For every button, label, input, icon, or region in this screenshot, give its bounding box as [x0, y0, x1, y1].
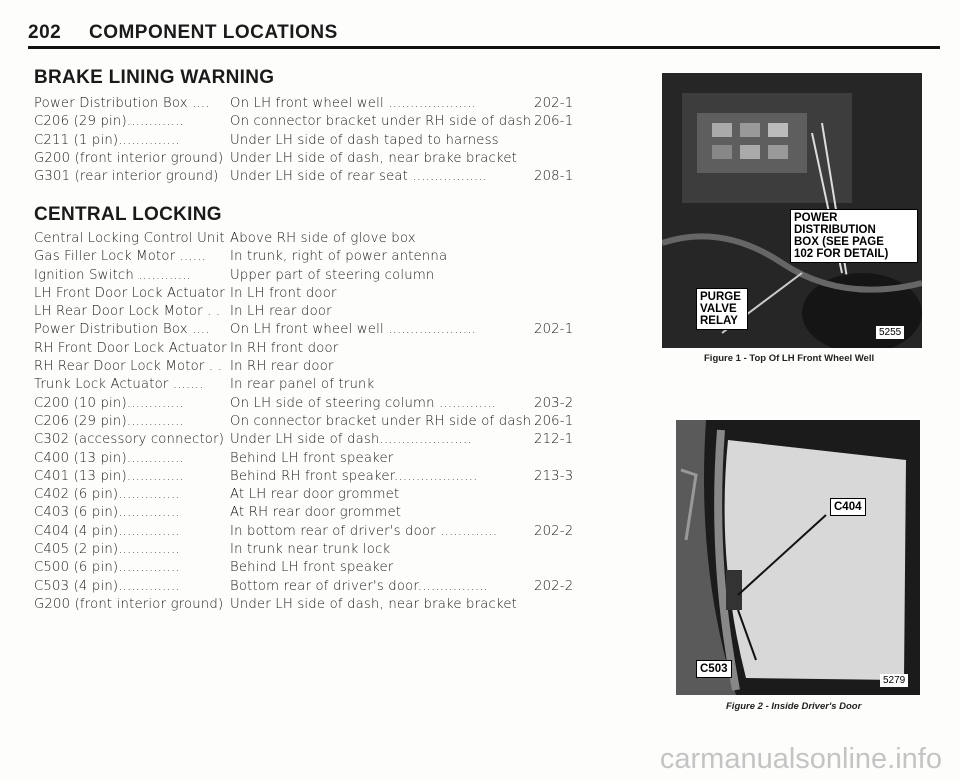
item-label: Central Locking Control Unit [34, 231, 225, 246]
location-text: In bottom rear of driver's door ............. [230, 523, 498, 539]
figure-2-caption: Figure 2 - Inside Driver's Door [726, 701, 862, 712]
location-text: On connector bracket under RH side of dash [230, 114, 532, 130]
item-label: C404 (4 pin).............. [34, 523, 180, 539]
item-label: C206 (29 pin)............. [34, 413, 184, 429]
location-text: In trunk, right of power antenna [230, 249, 448, 265]
location-text: In LH front door [230, 285, 337, 301]
label-power-distribution-box: POWER DISTRIBUTION BOX (SEE PAGE 102 FOR DETAIL) [790, 209, 918, 263]
item-label: C302 (accessory connector) [34, 432, 225, 448]
watermark: carmanualsonline.info [659, 743, 942, 775]
location-text: Under LH side of dash taped to harness [230, 132, 499, 148]
figure-2-photo [676, 420, 920, 695]
item-label: C405 (2 pin).............. [34, 542, 180, 558]
location-text: In rear panel of trunk [230, 377, 375, 393]
location-text: Behind LH front speaker [230, 560, 394, 576]
page-title: COMPONENT LOCATIONS [88, 22, 338, 43]
page-ref: 202-1 [534, 322, 574, 338]
location-text: Upper part of steering column [230, 267, 435, 283]
label-c503: C503 [696, 660, 732, 678]
page-ref: 202-2 [534, 523, 574, 539]
location-text: Behind RH front speaker................... [230, 468, 478, 484]
figure-1-number: 5255 [876, 326, 904, 339]
page-header [28, 22, 338, 44]
item-label: Power Distribution Box .... [34, 96, 210, 111]
item-label: C400 (13 pin)............. [34, 450, 184, 466]
door-interior-illustration [676, 420, 920, 695]
location-text: In trunk near trunk lock [230, 542, 391, 558]
item-label: G200 (front interior ground) [34, 150, 224, 166]
figure-1-photo [662, 73, 922, 348]
location-text: Under LH side of dash, near brake bracket [230, 596, 518, 612]
item-label: RH Rear Door Lock Motor . . [34, 359, 223, 375]
item-label: Gas Filler Lock Motor ...... [34, 249, 207, 265]
label-purge-valve-relay: PURGE VALVE RELAY [696, 288, 748, 330]
item-label: C401 (13 pin)............. [34, 468, 184, 484]
item-label: LH Rear Door Lock Motor . . [34, 304, 221, 320]
item-label: C206 (29 pin)............. [34, 114, 184, 130]
location-text: At LH rear door grommet [230, 487, 400, 503]
location-text: Behind LH front speaker [230, 450, 394, 466]
item-label: Trunk Lock Actuator ....... [34, 377, 204, 393]
item-label: G200 (front interior ground) [34, 596, 224, 612]
item-label: C402 (6 pin).............. [34, 487, 180, 503]
location-text: At RH rear door grommet [230, 505, 402, 521]
location-text: In LH rear door [230, 304, 332, 320]
location-text: Above RH side of glove box [230, 231, 416, 246]
page-ref: 202-2 [534, 578, 574, 594]
item-label: C503 (4 pin).............. [34, 578, 180, 594]
item-label: C403 (6 pin).............. [34, 505, 180, 521]
item-label: LH Front Door Lock Actuator [34, 285, 225, 301]
location-text: On LH front wheel well .................... [230, 96, 477, 111]
page-ref: 206-1 [534, 114, 574, 130]
page-ref: 208-1 [534, 169, 574, 185]
page-ref: 213-3 [534, 468, 574, 484]
location-text: On connector bracket under RH side of dash [230, 413, 532, 429]
page-ref: 203-2 [534, 395, 574, 411]
page-ref: 206-1 [534, 413, 574, 429]
page-ref: 212-1 [534, 432, 574, 448]
location-text: Under LH side of dash, near brake bracket [230, 150, 518, 166]
item-label: C211 (1 pin).............. [34, 132, 180, 148]
label-c404: C404 [830, 498, 866, 516]
location-text: Under LH side of dash..................... [230, 432, 472, 448]
location-text: Under LH side of rear seat ................. [230, 169, 488, 185]
location-text: On LH side of steering column ............. [230, 395, 497, 411]
item-label: G301 (rear interior ground) [34, 169, 219, 185]
location-text: In RH rear door [230, 359, 334, 375]
location-text: Bottom rear of driver's door................ [230, 578, 489, 594]
location-text: In RH front door [230, 340, 339, 356]
location-text: On LH front wheel well .................... [230, 322, 477, 338]
page-number: 202 [28, 22, 62, 43]
item-label: C200 (10 pin)............. [34, 395, 184, 411]
section-heading-central-locking: CENTRAL LOCKING [34, 204, 222, 225]
item-label: Ignition Switch ............ [34, 267, 191, 283]
item-label: RH Front Door Lock Actuator [34, 340, 227, 356]
item-label: C500 (6 pin).............. [34, 560, 180, 576]
figure-2-number: 5279 [880, 674, 908, 687]
page-ref: 202-1 [534, 96, 574, 111]
header-rule [28, 46, 940, 49]
item-label: Power Distribution Box .... [34, 322, 210, 338]
section-heading-brake-lining: BRAKE LINING WARNING [34, 67, 275, 88]
figure-1-caption: Figure 1 - Top Of LH Front Wheel Well [704, 353, 875, 364]
